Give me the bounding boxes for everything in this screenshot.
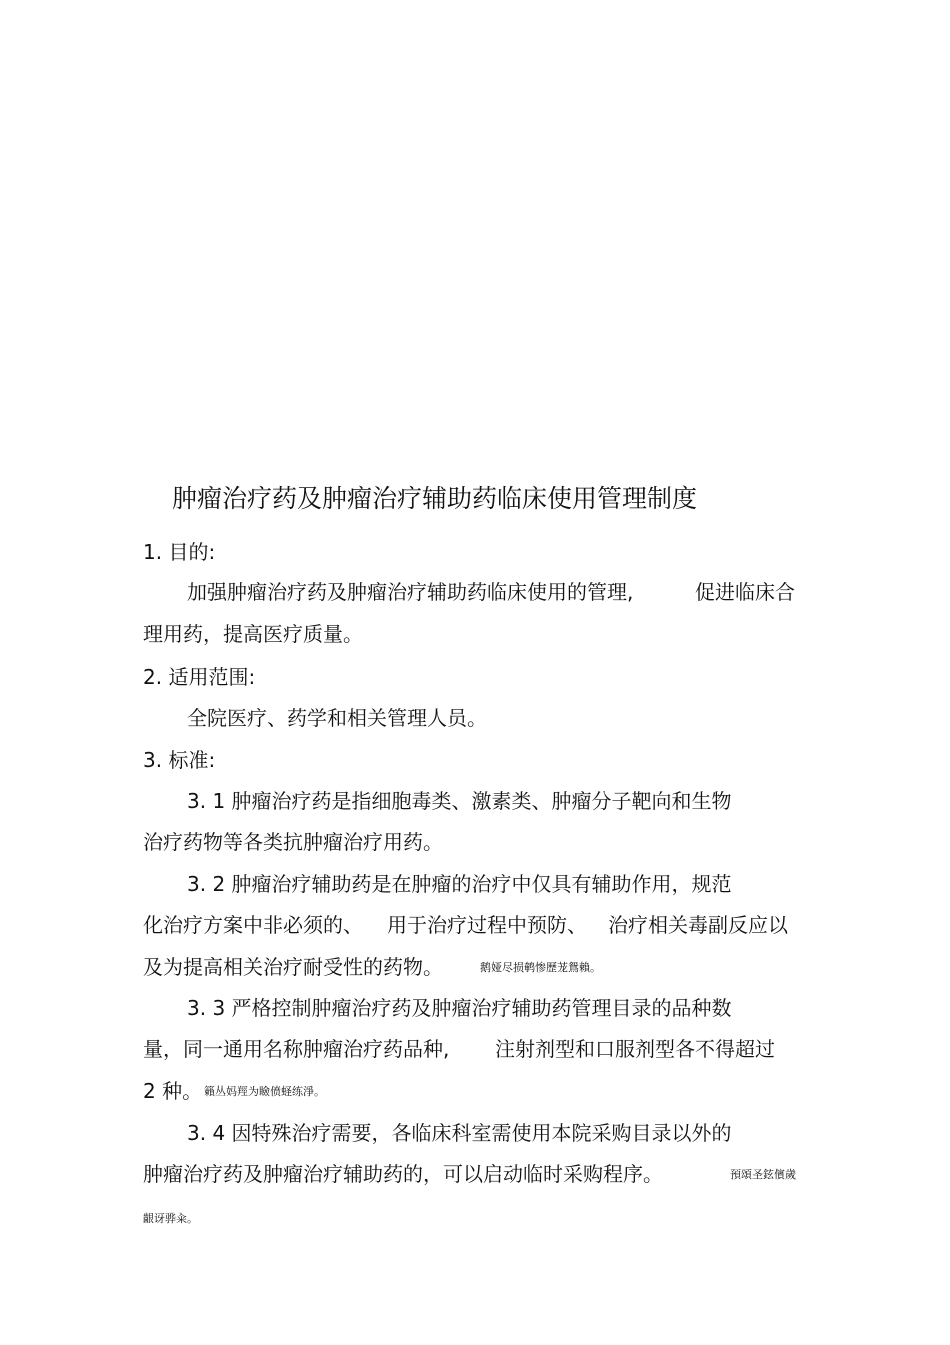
section-2-text-line: 全院医疗、药学和相关管理人员。: [187, 706, 487, 730]
section-1-text-line: 促进临床合: [695, 580, 795, 604]
clause-3-4-line: 肿瘤治疗药及肿瘤治疗辅助药的，可以启动临时采购程序。: [143, 1162, 663, 1186]
clause-3-3-line: 注射剂型和口服剂型各不得超过: [495, 1037, 775, 1061]
document-title: 肿瘤治疗药及肿瘤治疗辅助药临床使用管理制度: [172, 484, 698, 513]
garbled-noise-text: 齦讶骅籴。: [143, 1212, 198, 1225]
clause-3-2-line: 3. 2 肿瘤治疗辅助药是在肿瘤的治疗中仅具有辅助作用，规范: [187, 872, 732, 896]
section-1-text-line: 加强肿瘤治疗药及肿瘤治疗辅助药临床使用的管理,: [187, 580, 634, 604]
clause-3-3-line: 2 种。: [143, 1079, 203, 1103]
clause-3-1-line: 3. 1 肿瘤治疗药是指细胞毒类、激素类、肿瘤分子靶向和生物: [187, 789, 732, 813]
clause-3-2-line: 治疗相关毒副反应以: [608, 913, 788, 937]
garbled-noise-text: 鹅娅尽损鹌惨歷茏鴛賴。: [480, 961, 601, 974]
clause-3-4-line: 3. 4 因特殊治疗需要，各临床科室需使用本院采购目录以外的: [187, 1121, 732, 1145]
clause-3-1-line: 治疗药物等各类抗肿瘤治疗用药。: [143, 830, 443, 854]
section-1-heading: 1. 目的:: [143, 540, 216, 564]
clause-3-2-line: 用于治疗过程中预防、: [387, 913, 587, 937]
clause-3-2-line: 化治疗方案中非必须的、: [143, 913, 363, 937]
garbled-noise-text: 預頌圣鉉儐歲: [730, 1168, 796, 1181]
section-1-text-line: 理用药，提高医疗质量。: [143, 622, 363, 646]
clause-3-2-line: 及为提高相关治疗耐受性的药物。: [143, 955, 443, 979]
garbled-noise-text: 籟丛妈羥为瞼偾蛏练淨。: [204, 1085, 325, 1098]
clause-3-3-line: 3. 3 严格控制肿瘤治疗药及肿瘤治疗辅助药管理目录的品种数: [187, 996, 732, 1020]
clause-3-3-line: 量，同一通用名称肿瘤治疗药品种,: [143, 1037, 450, 1061]
section-2-heading: 2. 适用范围:: [143, 665, 256, 689]
section-3-heading: 3. 标准:: [143, 748, 216, 772]
